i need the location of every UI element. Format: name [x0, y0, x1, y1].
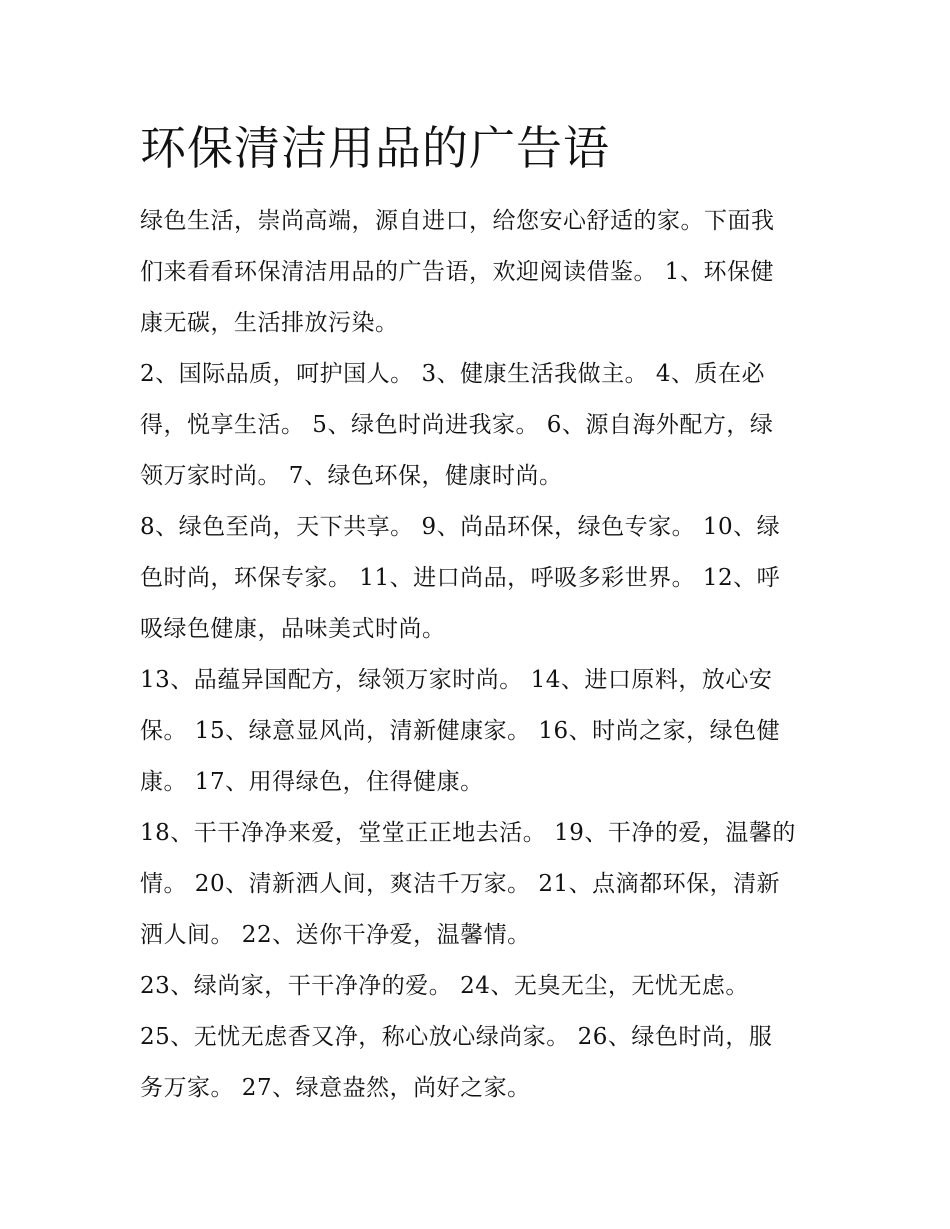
- text-line: 康。 17、用得绿色，住得健康。: [140, 769, 484, 795]
- text-line: 务万家。 27、绿意盎然，尚好之家。: [140, 1075, 531, 1101]
- text-line: 绿色生活，崇尚高端，源自进口，给您安心舒适的家。下面我: [140, 208, 775, 234]
- text-line: 8、绿色至尚，天下共享。 9、尚品环保，绿色专家。 10、绿: [140, 514, 781, 540]
- text-line: 2、国际品质，呵护国人。 3、健康生活我做主。 4、质在必: [140, 361, 766, 387]
- text-line: 吸绿色健康，品味美式时尚。: [140, 616, 446, 642]
- paragraph-3: [140, 502, 820, 655]
- text-line: 得，悦享生活。 5、绿色时尚进我家。 6、源自海外配方，绿: [140, 412, 774, 438]
- text-line: 23、绿尚家，干干净净的爱。 24、无臭无尘，无忧无虑。: [140, 973, 749, 999]
- text-line: 康无碳，生活排放污染。: [140, 310, 399, 336]
- text-line: 25、无忧无虑香又净，称心放心绿尚家。 26、绿色时尚，服: [140, 1024, 773, 1050]
- text-line: 保。 15、绿意显风尚，清新健康家。 16、时尚之家，绿色健: [140, 718, 781, 744]
- paragraph-6: [140, 961, 820, 1012]
- text-line: 情。 20、清新洒人间，爽洁千万家。 21、点滴都环保，清新: [140, 871, 781, 897]
- text-line: 洒人间。 22、送你干净爱，温馨情。: [140, 922, 531, 948]
- text-line: 们来看看环保清洁用品的广告语，欢迎阅读借鉴。 1、环保健: [140, 259, 774, 285]
- text-line: 18、干干净净来爱，堂堂正正地去活。 19、干净的爱，温馨的: [140, 820, 796, 846]
- text-line: 领万家时尚。 7、绿色环保，健康时尚。: [140, 463, 563, 489]
- document-title: 环保清洁用品的广告语: [140, 121, 610, 175]
- paragraph-7: [140, 1012, 820, 1114]
- paragraph-5: [140, 808, 820, 961]
- paragraph-2: [140, 349, 820, 502]
- paragraph-4: [140, 655, 820, 808]
- text-line: 13、品蕴异国配方，绿领万家时尚。 14、进口原料，放心安: [140, 667, 773, 693]
- document-body: [140, 196, 820, 1114]
- text-line: 色时尚，环保专家。 11、进口尚品，呼吸多彩世界。 12、呼: [140, 565, 781, 591]
- paragraph-1: [140, 196, 820, 349]
